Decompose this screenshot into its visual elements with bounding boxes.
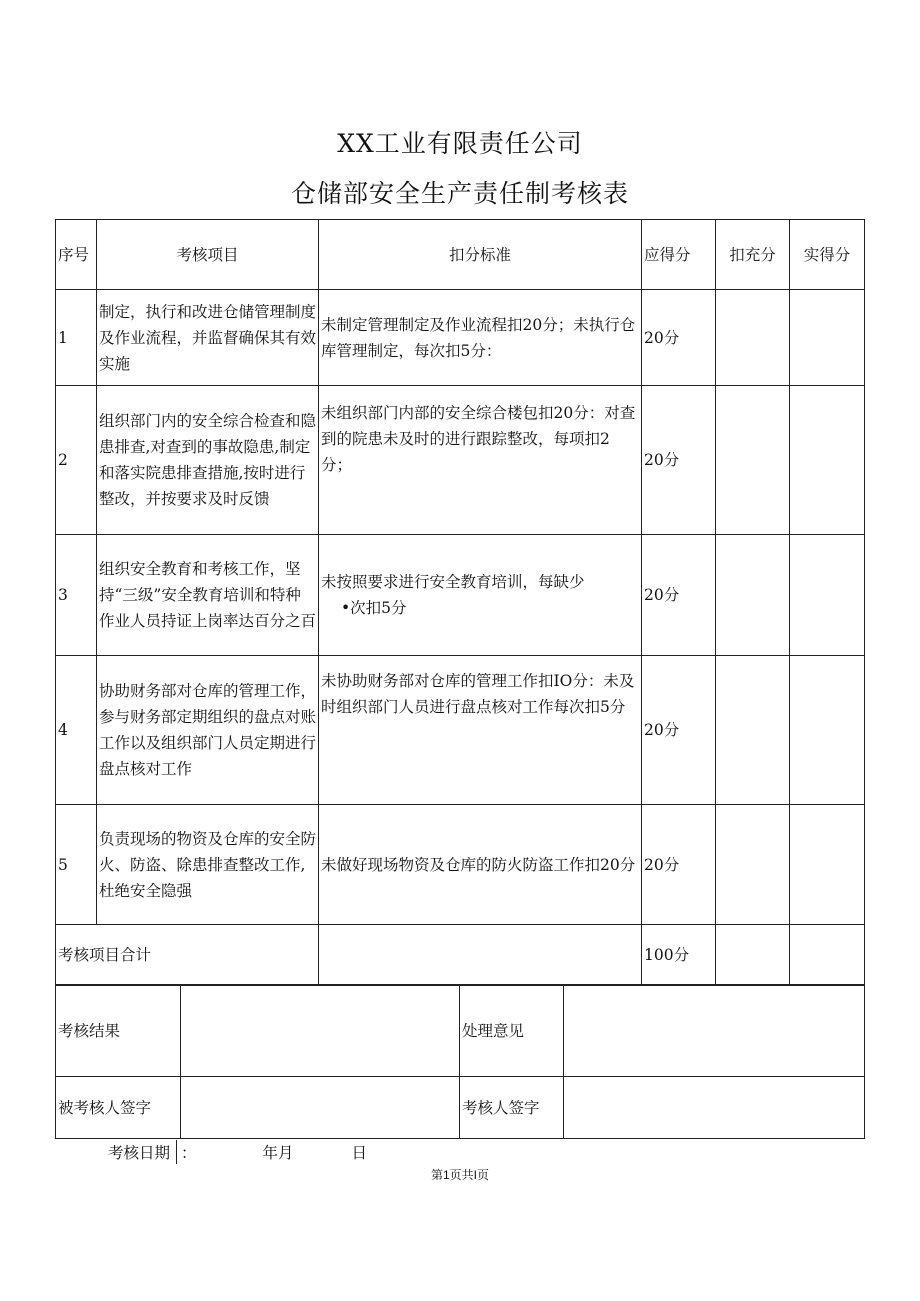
row-actual[interactable] bbox=[790, 805, 865, 925]
examiner-sign-field[interactable] bbox=[564, 1077, 865, 1139]
row-actual[interactable] bbox=[790, 656, 865, 805]
row-actual[interactable] bbox=[790, 290, 865, 386]
row-no: 5 bbox=[56, 805, 97, 925]
row-deduct[interactable] bbox=[716, 535, 790, 656]
row-deduct[interactable] bbox=[716, 290, 790, 386]
total-standard bbox=[319, 925, 642, 986]
result-field[interactable] bbox=[181, 985, 460, 1077]
row-score: 20分 bbox=[642, 386, 716, 535]
row-standard: 未组织部门内部的安全综合楼包扣20分：对查到的院患未及时的进行跟踪整改，每项扣2分； bbox=[319, 386, 642, 535]
page-number: 第1页共I页 bbox=[430, 1168, 489, 1182]
date-label: 考核日期 bbox=[108, 1144, 171, 1162]
row-score: 20分 bbox=[642, 656, 716, 805]
row-actual[interactable] bbox=[790, 386, 865, 535]
row-no: 2 bbox=[56, 386, 97, 535]
row-score: 20分 bbox=[642, 290, 716, 386]
signature-row bbox=[56, 1077, 865, 1139]
header-deduct: 扣充分 bbox=[716, 220, 790, 290]
row-actual[interactable] bbox=[790, 535, 865, 656]
table-row bbox=[56, 656, 865, 805]
total-row bbox=[56, 925, 865, 986]
row-deduct[interactable] bbox=[716, 805, 790, 925]
examiner-sign-label: 考核人签字 bbox=[460, 1077, 564, 1139]
row-score: 20分 bbox=[642, 805, 716, 925]
header-actual: 实得分 bbox=[790, 220, 865, 290]
total-label: 考核项目合计 bbox=[56, 925, 319, 986]
opinion-field[interactable] bbox=[564, 985, 865, 1077]
row-item: 协助财务部对仓库的管理工作，参与财务部定期组织的盘点对账工作以及组织部门人员定期进行盘点核对工作 bbox=[97, 656, 319, 805]
table-row bbox=[56, 535, 865, 656]
header-no: 序号 bbox=[56, 220, 97, 290]
total-actual[interactable] bbox=[790, 925, 865, 986]
row-no: 3 bbox=[56, 535, 97, 656]
table-header-row bbox=[56, 220, 865, 290]
table-row bbox=[56, 290, 865, 386]
examinee-sign-field[interactable] bbox=[181, 1077, 460, 1139]
header-score: 应得分 bbox=[642, 220, 716, 290]
row-score: 20分 bbox=[642, 535, 716, 656]
assessment-date bbox=[108, 1140, 367, 1164]
date-day: 日 bbox=[351, 1144, 368, 1162]
row-standard-line2: •次扣5分 bbox=[341, 599, 407, 617]
table-row bbox=[56, 386, 865, 535]
form-title: 仓储部安全生产责任制考核表 bbox=[290, 179, 629, 208]
row-item: 组织部门内的安全综合检查和隐患排查,对查到的事故隐患,制定和落实院患排查措施,按时进行整改，并按要求及时反馈 bbox=[97, 386, 319, 535]
row-no: 1 bbox=[56, 290, 97, 386]
table-row bbox=[56, 805, 865, 925]
row-item: 制定，执行和改进仓储管理制度及作业流程，并监督确保其有效实施 bbox=[97, 290, 319, 386]
company-title: XX工业有限责任公司 bbox=[337, 129, 583, 158]
row-item: 负责现场的物资及仓库的安全防火、防盗、除患排查整改工作,杜绝安全隐强 bbox=[97, 805, 319, 925]
row-standard-cell bbox=[319, 535, 642, 656]
row-item: 组织安全教育和考核工作，坚持“三级”安全教育培训和特种作业人员持证上岗率达百分之百 bbox=[97, 535, 319, 656]
examinee-sign-label: 被考核人签字 bbox=[56, 1077, 181, 1139]
row-standard: 未做好现场物资及仓库的防火防盗工作扣20分 bbox=[319, 805, 642, 925]
result-label: 考核结果 bbox=[56, 985, 181, 1077]
total-deduct[interactable] bbox=[716, 925, 790, 986]
row-deduct[interactable] bbox=[716, 656, 790, 805]
row-standard: 未制定管理制定及作业流程扣20分；未执行仓库管理制定，每次扣5分： bbox=[319, 290, 642, 386]
date-colon: ： bbox=[181, 1144, 197, 1162]
total-score: 100分 bbox=[642, 925, 716, 986]
row-deduct[interactable] bbox=[716, 386, 790, 535]
row-standard: 未协助财务部对仓库的管理工作扣IO分：未及时组织部门人员进行盘点核对工作每次扣5分 bbox=[319, 656, 642, 805]
date-year-month: 年月 bbox=[262, 1144, 294, 1162]
assessment-table bbox=[55, 219, 865, 986]
row-standard: 未按照要求进行安全教育培训，每缺少 bbox=[321, 573, 585, 591]
date-divider bbox=[176, 1140, 177, 1164]
result-table bbox=[55, 984, 865, 1139]
header-standard: 扣分标准 bbox=[319, 220, 642, 290]
header-item: 考核项目 bbox=[97, 220, 319, 290]
row-no: 4 bbox=[56, 656, 97, 805]
result-row bbox=[56, 985, 865, 1077]
opinion-label: 处理意见 bbox=[460, 985, 564, 1077]
